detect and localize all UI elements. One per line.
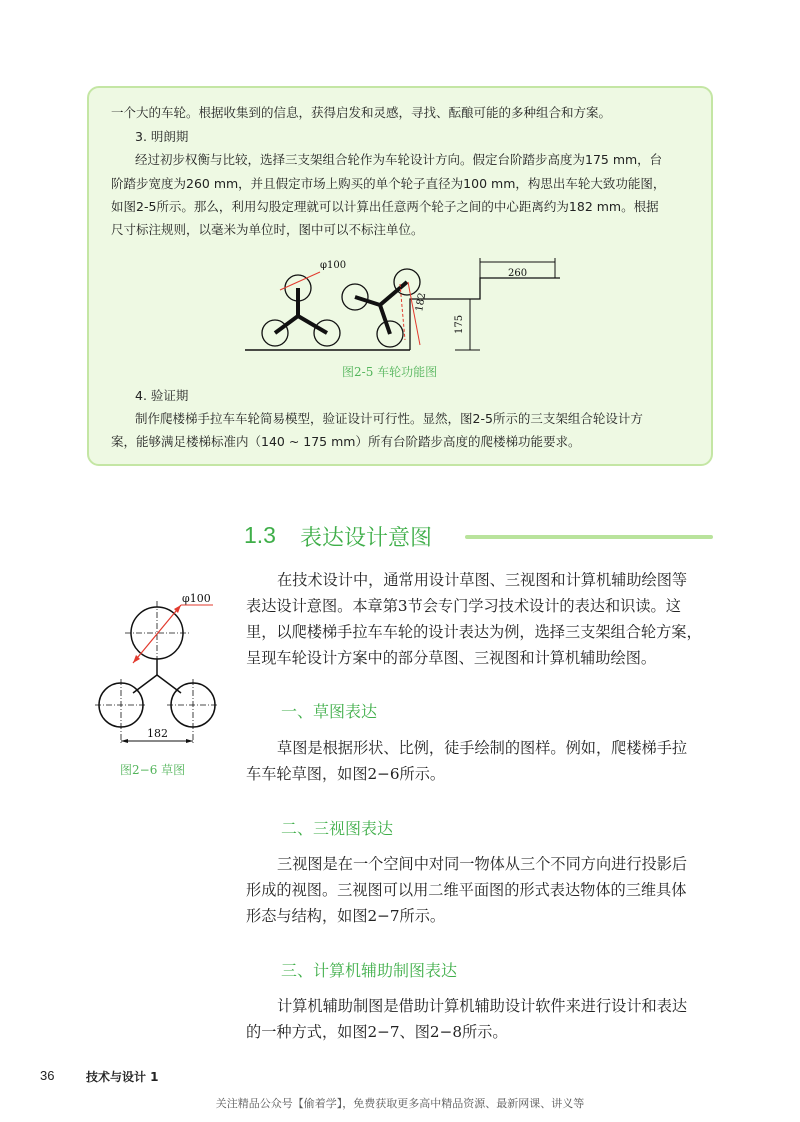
sub3-line-1: 计算机辅助制图是借助计算机辅助设计软件来进行设计和表达 bbox=[277, 997, 688, 1015]
subsection-3-title: 三、计算机辅助制图表达 bbox=[281, 961, 458, 980]
sub2-line-1: 三视图是在一个空间中对同一物体从三个不同方向进行投影后 bbox=[277, 855, 688, 873]
intro-line-3: 里，以爬楼梯手拉车车轮的设计表达为例，选择三支架组合轮方案， bbox=[246, 623, 702, 641]
sub2-line-3: 形态与结构，如图2−7所示。 bbox=[246, 907, 446, 925]
box-line-5: 如图2-5所示。那么，利用勾股定理就可以计算出任意两个轮子之间的中心距离约为182 mm。根据 bbox=[111, 199, 659, 214]
subsection-2-title: 二、三视图表达 bbox=[281, 819, 394, 838]
box-line-2: 3. 明朗期 bbox=[135, 129, 189, 144]
book-title: 技术与设计 1 bbox=[86, 1070, 159, 1084]
sub1-line-1: 草图是根据形状、比例，徒手绘制的图样。例如，爬楼梯手拉 bbox=[277, 739, 688, 757]
intro-line-4: 呈现车轮设计方案中的部分草图、三视图和计算机辅助绘图。 bbox=[246, 649, 657, 667]
box-line-8: 制作爬楼梯手拉车车轮简易模型，验证设计可行性。显然，图2-5所示的三支架组合轮设计方 bbox=[135, 411, 643, 426]
box-line-3: 经过初步权衡与比较，选择三支架组合轮作为车轮设计方向。假定台阶踏步高度为175 mm，台 bbox=[135, 152, 663, 167]
fig25-width-label: 260 bbox=[508, 268, 528, 279]
wheel-sketch-figure bbox=[85, 593, 235, 753]
fig26-caption: 图2−6 草图 bbox=[120, 763, 186, 777]
box-line-7: 4. 验证期 bbox=[135, 388, 189, 403]
fig26-dimension-label: 182 bbox=[147, 727, 168, 740]
section-number: 1.3 bbox=[244, 522, 276, 548]
fig26-diameter-label: φ100 bbox=[182, 593, 211, 605]
box-line-1: 一个大的车轮。根据收集到的信息，获得启发和灵感，寻找、酝酿可能的多种组合和方案。 bbox=[111, 105, 612, 120]
box-line-4: 阶踏步宽度为260 mm，并且假定市场上购买的单个轮子直径为100 mm，构思出车轮大致功能图， bbox=[111, 176, 666, 191]
subsection-1-title: 一、草图表达 bbox=[281, 702, 378, 721]
fig25-caption: 图2-5 车轮功能图 bbox=[342, 365, 438, 379]
sub1-line-2: 车车轮草图，如图2−6所示。 bbox=[246, 765, 446, 783]
wheel-function-diagram bbox=[240, 250, 570, 360]
intro-line-2: 表达设计意图。本章第3节会专门学习技术设计的表达和识读。这 bbox=[246, 597, 681, 615]
sub2-line-2: 形成的视图。三视图可以用二维平面图的形式表达物体的三维具体 bbox=[246, 881, 687, 899]
page-number: 36 bbox=[40, 1068, 55, 1083]
fig25-diameter-label: φ100 bbox=[320, 260, 347, 271]
fig25-center-label: 182 bbox=[414, 291, 429, 313]
box-line-6: 尺寸标注规则，以毫米为单位时，图中可以不标注单位。 bbox=[111, 222, 424, 237]
title-rule bbox=[465, 535, 713, 539]
sub3-line-2: 的一种方式，如图2−7、图2−8所示。 bbox=[246, 1023, 508, 1041]
box-line-9: 案，能够满足楼梯标准内（140 ~ 175 mm）所有台阶踏步高度的爬楼梯功能要求。 bbox=[111, 434, 581, 449]
intro-line-1: 在技术设计中，通常用设计草图、三视图和计算机辅助绘图等 bbox=[277, 571, 688, 589]
section-title: 表达设计意图 bbox=[300, 526, 433, 551]
watermark-text: 关注精品公众号【偷着学】，免费获取更多高中精品资源、最新网课、讲义等 bbox=[215, 1097, 585, 1110]
fig25-height-label: 175 bbox=[454, 314, 465, 334]
